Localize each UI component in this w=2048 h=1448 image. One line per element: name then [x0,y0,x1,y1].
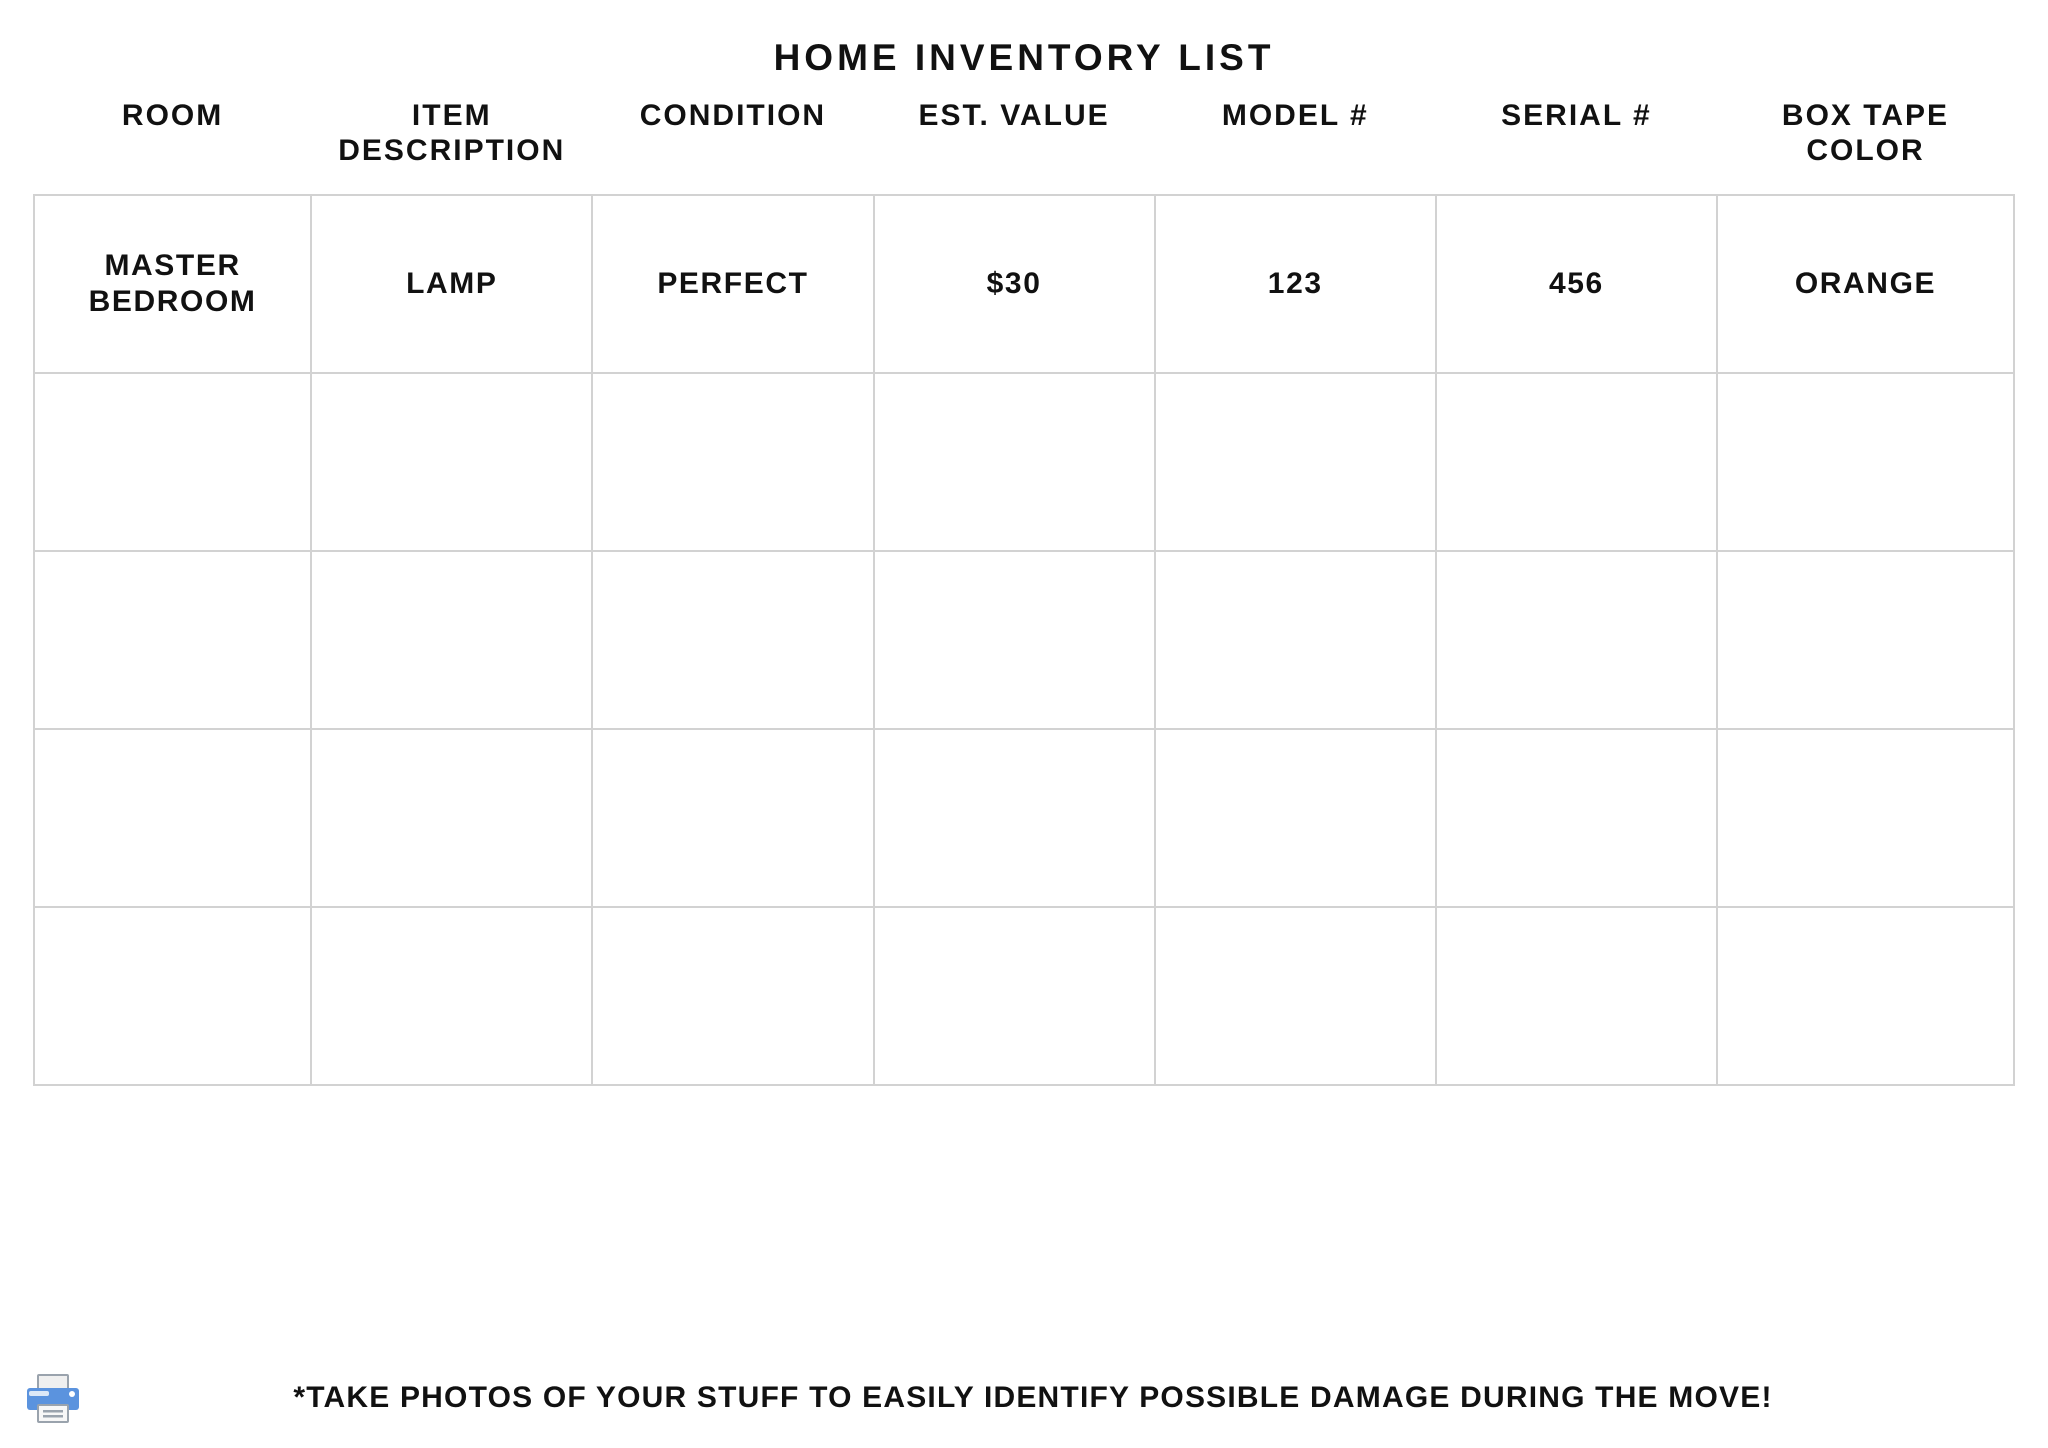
table-body [34,195,2014,1085]
cell-value[interactable] [874,551,1155,729]
footnote-row [0,1366,2048,1430]
cell-tape-color[interactable] [1717,551,2014,729]
cell-item[interactable] [311,729,592,907]
cell-room[interactable] [34,907,311,1085]
cell-value[interactable] [874,907,1155,1085]
cell-condition[interactable] [592,907,873,1085]
cell-condition[interactable] [592,729,873,907]
cell-value[interactable] [874,729,1155,907]
table-header [34,85,2014,195]
cell-model[interactable] [1155,373,1436,551]
cell-model[interactable] [1155,907,1436,1085]
column-header-condition: CONDITION [639,99,827,132]
cell-room[interactable] [34,551,311,729]
table-row [34,729,2014,907]
table-row [34,551,2014,729]
page-title: HOME INVENTORY LIST [773,37,1275,78]
cell-serial[interactable] [1436,551,1717,729]
inventory-table-wrapper [33,85,2015,1086]
cell-tape-color[interactable] [1717,729,2014,907]
cell-item[interactable] [311,373,592,551]
printer-icon[interactable] [18,1372,88,1424]
cell-model[interactable] [1155,729,1436,907]
cell-model[interactable]: 123 [1155,195,1436,373]
column-header-box-tape-color: BOX TAPE COLOR [1781,99,1950,167]
cell-room[interactable] [34,729,311,907]
table-row [34,195,2014,373]
cell-condition[interactable]: PERFECT [592,195,873,373]
column-header-serial: SERIAL # [1501,99,1652,132]
cell-serial[interactable] [1436,907,1717,1085]
cell-condition[interactable] [592,551,873,729]
column-header-est-value: EST. VALUE [918,99,1110,132]
cell-model[interactable] [1155,551,1436,729]
table-row [34,907,2014,1085]
column-header-room: ROOM [121,99,224,132]
cell-item[interactable]: LAMP [311,195,592,373]
cell-condition[interactable] [592,373,873,551]
cell-value[interactable] [874,373,1155,551]
cell-item[interactable] [311,551,592,729]
cell-tape-color[interactable] [1717,373,2014,551]
table-row [34,373,2014,551]
cell-item[interactable] [311,907,592,1085]
column-header-model: MODEL # [1221,99,1369,132]
cell-tape-color[interactable] [1717,907,2014,1085]
cell-room[interactable] [34,373,311,551]
inventory-table [33,85,2015,1086]
column-header-item-description: ITEM DESCRIPTION [338,99,566,167]
cell-serial[interactable]: 456 [1436,195,1717,373]
cell-tape-color[interactable]: ORANGE [1717,195,2014,373]
table-header-row [34,85,2014,195]
cell-serial[interactable] [1436,729,1717,907]
cell-value[interactable]: $30 [874,195,1155,373]
footnote-text: *TAKE PHOTOS OF YOUR STUFF TO EASILY IDENTIFY POSSIBLE DAMAGE DURING THE MOVE! [293,1381,1773,1414]
cell-room[interactable]: MASTER BEDROOM [34,195,311,373]
cell-serial[interactable] [1436,373,1717,551]
